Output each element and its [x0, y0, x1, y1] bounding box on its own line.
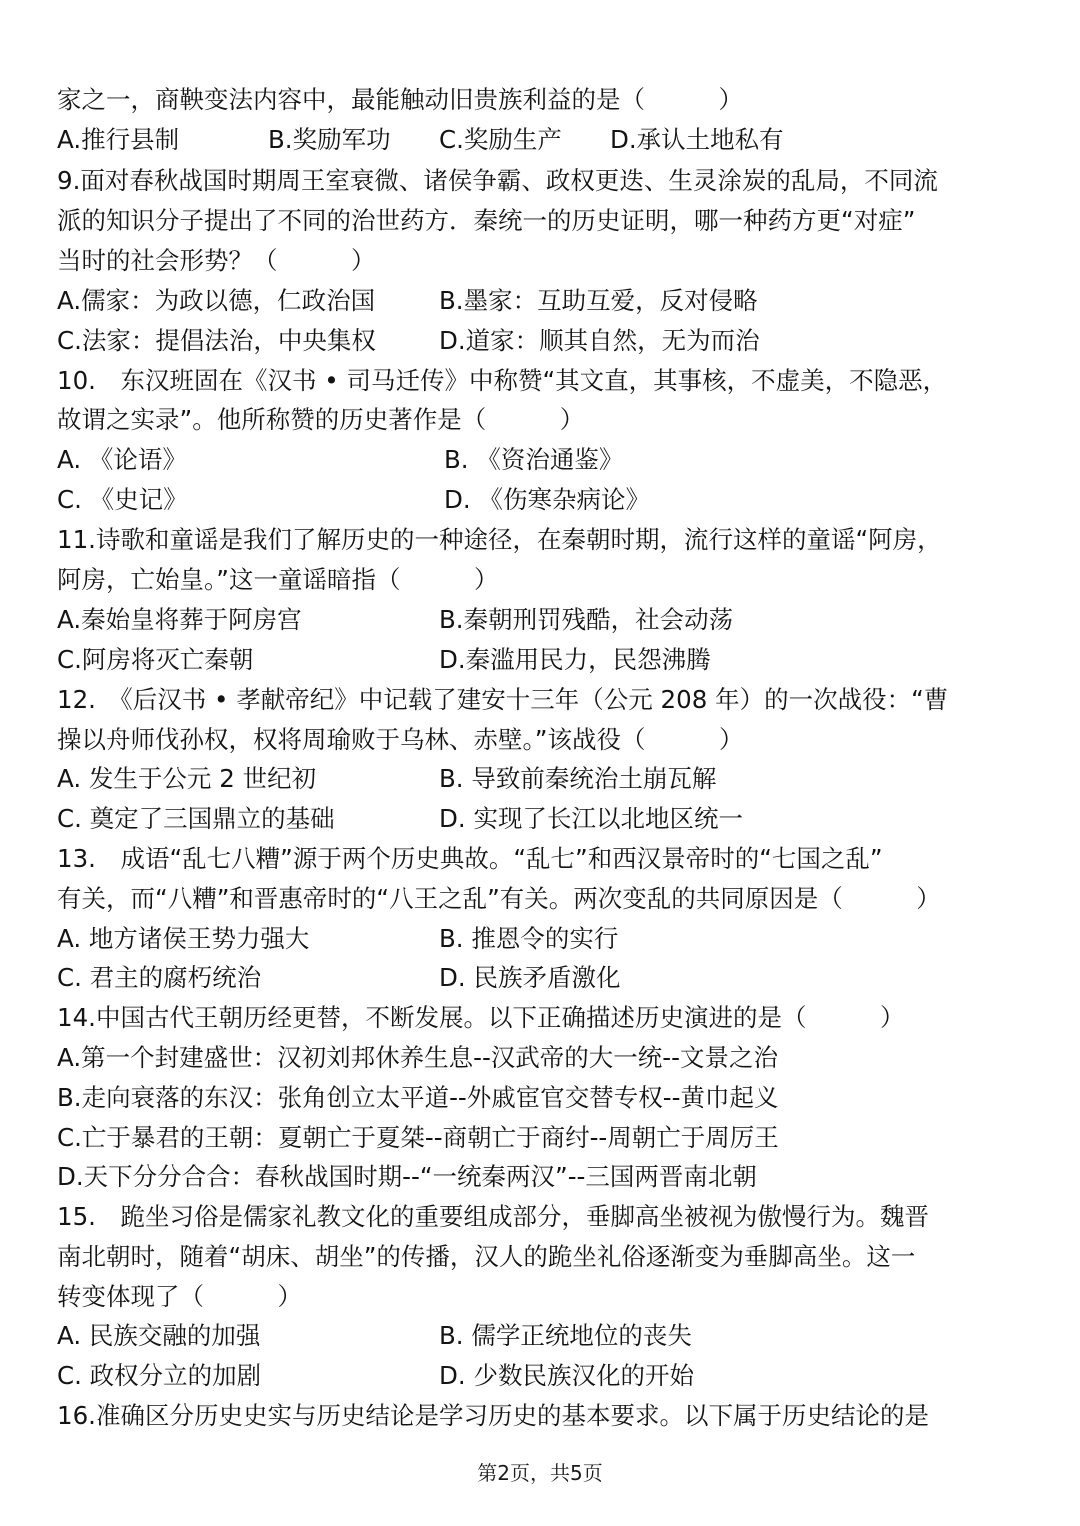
q10-option-b: B. 《资治通鉴》: [444, 445, 624, 474]
question-11-line-1: 11.诗歌和童谣是我们了解历史的一种途径，在秦朝时期，流行这样的童谣“阿房，: [57, 525, 942, 554]
question-13-line-2: 有关，而“八糟”和晋惠帝时的“八王之乱”有关。两次变乱的共同原因是（ ）: [57, 884, 941, 913]
q14-option-c: C.亡于暴君的王朝：夏朝亡于夏桀--商朝亡于商纣--周朝亡于周厉王: [57, 1123, 779, 1152]
question-14-line-1: 14.中国古代王朝历经更替，不断发展。以下正确描述历史演进的是（ ）: [57, 1003, 905, 1032]
q13-option-c: C. 君主的腐朽统治: [57, 963, 262, 992]
q9-option-c: C.法家：提倡法治，中央集权: [57, 326, 376, 355]
q13-option-b: B. 推恩令的实行: [439, 924, 619, 953]
question-10-line-2: 故谓之实录”。他所称赞的历史著作是（ ）: [57, 405, 585, 434]
q12-option-d: D. 实现了长江以北地区统一: [439, 804, 743, 833]
q13-option-a: A. 地方诸侯王势力强大: [57, 924, 310, 953]
question-12-line-1: 12. 《后汉书 • 孝献帝纪》中记载了建安十三年（公元 208 年）的一次战役：“曹: [57, 685, 949, 714]
question-13-line-1: 13. 成语“乱七八糟”源于两个历史典故。“乱七”和西汉景帝时的“七国之乱”: [57, 844, 883, 873]
question-12-line-2: 操以舟师伐孙权，权将周瑜败于乌林、赤壁。”该战役（ ）: [57, 725, 744, 754]
q15-option-d: D. 少数民族汉化的开始: [439, 1361, 694, 1390]
question-10-line-1: 10. 东汉班固在《汉书 • 司马迁传》中称赞“其文直，其事核，不虚美，不隐恶，: [57, 366, 948, 395]
q14-option-b: B.走向衰落的东汉：张角创立太平道--外戚宦官交替专权--黄巾起义: [57, 1083, 779, 1112]
question-8-stem-end: 家之一，商鞅变法内容中，最能触动旧贵族利益的是（ ）: [57, 85, 743, 114]
q10-option-c: C. 《史记》: [57, 485, 188, 514]
q11-option-c: C.阿房将灭亡秦朝: [57, 645, 254, 674]
q15-option-a: A. 民族交融的加强: [57, 1321, 261, 1350]
q12-option-c: C. 奠定了三国鼎立的基础: [57, 804, 335, 833]
question-9-line-2: 派的知识分子提出了不同的治世药方．秦统一的历史证明，哪一种药方更“对症”: [57, 206, 916, 235]
question-11-line-2: 阿房，亡始皇。”这一童谣暗指（ ）: [57, 565, 499, 594]
q15-option-c: C. 政权分立的加剧: [57, 1361, 262, 1390]
q9-option-d: D.道家：顺其自然，无为而治: [439, 326, 760, 355]
page-number-footer: 第2页，共5页: [477, 1461, 603, 1485]
q8-option-a: A.推行县制: [57, 125, 180, 154]
question-15-line-2: 南北朝时，随着“胡床、胡坐”的传播，汉人的跪坐礼俗逐渐变为垂脚高坐。这一: [57, 1242, 916, 1271]
q12-option-a: A. 发生于公元 2 世纪初: [57, 764, 317, 793]
q9-option-b: B.墨家：互助互爱，反对侵略: [439, 286, 758, 315]
question-9-line-1: 9.面对春秋战国时期周王室衰微、诸侯争霸、政权更迭、生灵涂炭的乱局，不同流: [57, 166, 938, 195]
q9-option-a: A.儒家：为政以德，仁政治国: [57, 286, 376, 315]
q12-option-b: B. 导致前秦统治土崩瓦解: [439, 764, 717, 793]
q14-option-a: A.第一个封建盛世：汉初刘邦休养生息--汉武帝的大一统--文景之治: [57, 1043, 778, 1072]
q13-option-d: D. 民族矛盾激化: [439, 963, 621, 992]
q11-option-d: D.秦滥用民力，民怨沸腾: [439, 645, 711, 674]
q10-option-a: A. 《论语》: [57, 445, 187, 474]
question-15-line-3: 转变体现了（ ）: [57, 1282, 302, 1311]
q14-option-d: D.天下分分合合：春秋战国时期--“一统秦两汉”--三国两晋南北朝: [57, 1162, 757, 1191]
q11-option-b: B.秦朝刑罚残酷，社会动荡: [439, 605, 734, 634]
q8-option-c: C.奖励生产: [439, 125, 562, 154]
q10-option-d: D. 《伤寒杂病论》: [444, 485, 650, 514]
question-9-line-3: 当时的社会形势？（ ）: [57, 246, 376, 275]
q11-option-a: A.秦始皇将葬于阿房宫: [57, 605, 302, 634]
q8-option-b: B.奖励军功: [268, 125, 391, 154]
question-15-line-1: 15. 跪坐习俗是儒家礼教文化的重要组成部分，垂脚高坐被视为傲慢行为。魏晋: [57, 1202, 929, 1231]
q15-option-b: B. 儒学正统地位的丧失: [439, 1321, 692, 1350]
question-16-line-1: 16.准确区分历史史实与历史结论是学习历史的基本要求。以下属于历史结论的是: [57, 1401, 929, 1430]
q8-option-d: D.承认土地私有: [610, 125, 784, 154]
